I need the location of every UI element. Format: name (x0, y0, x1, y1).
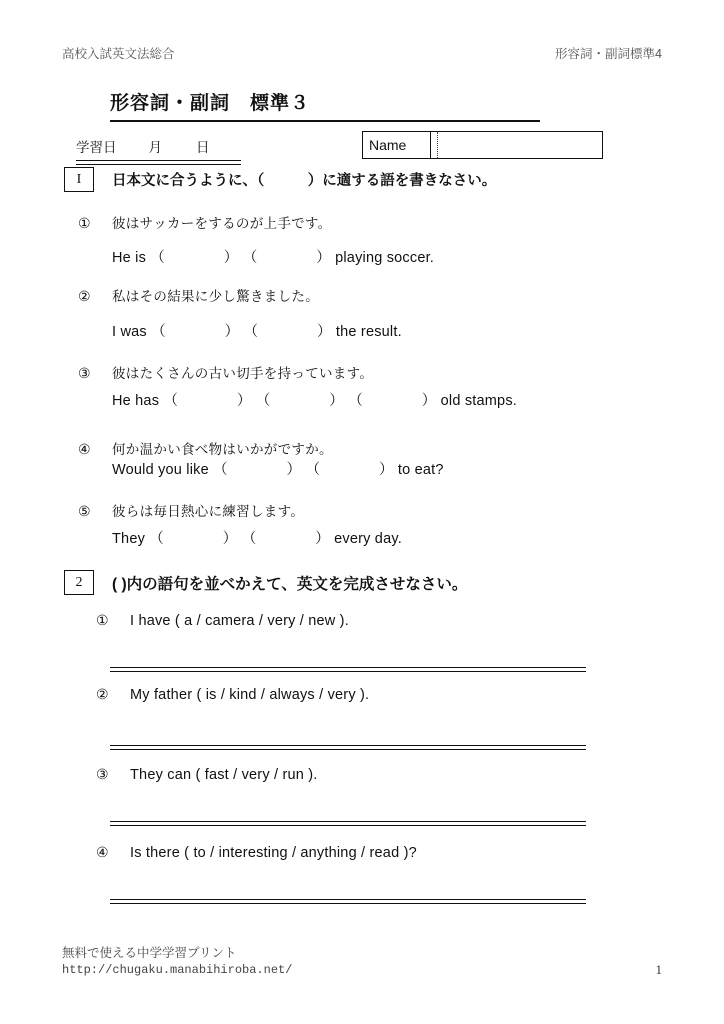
name-label: Name (363, 132, 431, 158)
item-marker: ④ (78, 441, 91, 457)
section-2-number: 2 (64, 570, 94, 595)
study-date-underline (76, 160, 241, 165)
item-japanese-text: 彼はたくさんの古い切手を持っています。 (112, 366, 374, 381)
footer-site-name: 無料で使える中学学習プリント (62, 946, 237, 960)
item-english-text: I have ( a / camera / very / new ). (130, 613, 349, 629)
answer-line-2-3[interactable] (110, 821, 586, 826)
question-1-5-english (112, 527, 402, 548)
item-japanese-text: 彼はサッカーをするのが上手です。 (112, 216, 332, 231)
question-1-5-japanese (78, 500, 304, 520)
name-input-area[interactable] (438, 132, 602, 158)
study-date-day-label: 日 (196, 140, 210, 155)
title-underline (110, 120, 540, 122)
item-marker: ① (96, 612, 109, 628)
question-2-4 (96, 844, 417, 861)
item-english-text: Would you like （ ） （ ） to eat? (112, 462, 444, 478)
question-2-1 (96, 612, 349, 629)
name-dotted-divider (431, 132, 438, 158)
name-box[interactable] (362, 131, 603, 159)
worksheet-title-block (110, 88, 540, 122)
footer-url[interactable]: http://chugaku.manabihiroba.net/ (62, 963, 293, 978)
study-date-month-label: 月 (148, 140, 162, 155)
question-1-4-english (112, 458, 444, 479)
section-1-prompt: 日本文に合うように、（ ）に適する語を書きなさい。 (112, 173, 497, 189)
item-english-text: He has （ ） （ ） （ ） old stamps. (112, 393, 517, 409)
header-left-text: 高校入試英文法総合 (62, 47, 175, 61)
question-1-1-english (112, 246, 434, 267)
running-header (62, 44, 662, 62)
section-1-heading (64, 167, 496, 192)
item-japanese-text: 私はその結果に少し驚きました。 (112, 289, 319, 304)
item-english-text: They can ( fast / very / run ). (130, 767, 318, 783)
item-english-text: Is there ( to / interesting / anything / read )? (130, 845, 417, 861)
section-1-number: I (64, 167, 94, 192)
answer-line-2-2[interactable] (110, 745, 586, 750)
item-marker: ② (96, 686, 109, 702)
item-marker: ③ (96, 766, 109, 782)
header-right-text: 形容詞・副詞標準4 (555, 47, 662, 61)
page-title: 形容詞・副詞 標準３ (110, 93, 311, 114)
question-1-4-japanese (78, 438, 333, 458)
item-english-text: They （ ） （ ） every day. (112, 531, 402, 547)
question-1-1-japanese (78, 212, 331, 232)
footer (62, 944, 662, 980)
item-marker: ③ (78, 365, 91, 381)
section-2-heading (64, 570, 467, 595)
item-marker: ⑤ (78, 503, 91, 519)
question-1-2-japanese (78, 285, 319, 305)
question-2-2 (96, 686, 369, 703)
item-english-text: He is （ ） （ ） playing soccer. (112, 250, 435, 266)
answer-line-2-1[interactable] (110, 667, 586, 672)
page-number: 1 (655, 962, 662, 977)
question-1-2-english (112, 320, 402, 341)
question-1-3-japanese (78, 362, 373, 382)
item-english-text: I was （ ） （ ） the result. (112, 324, 402, 340)
item-marker: ① (78, 215, 91, 231)
section-2-prompt: ( )内の語句を並べかえて、英文を完成させなさい。 (112, 575, 468, 593)
question-2-3 (96, 766, 318, 783)
question-1-3-english (112, 389, 517, 410)
item-marker: ② (78, 288, 91, 304)
answer-line-2-4[interactable] (110, 899, 586, 904)
item-japanese-text: 彼らは毎日熱心に練習します。 (112, 504, 305, 519)
item-marker: ④ (96, 844, 109, 860)
item-japanese-text: 何か温かい食べ物はいかがですか。 (112, 442, 333, 457)
study-date-label: 学習日 (76, 140, 117, 155)
study-date-field (76, 136, 241, 165)
item-english-text: My father ( is / kind / always / very ). (130, 687, 370, 703)
